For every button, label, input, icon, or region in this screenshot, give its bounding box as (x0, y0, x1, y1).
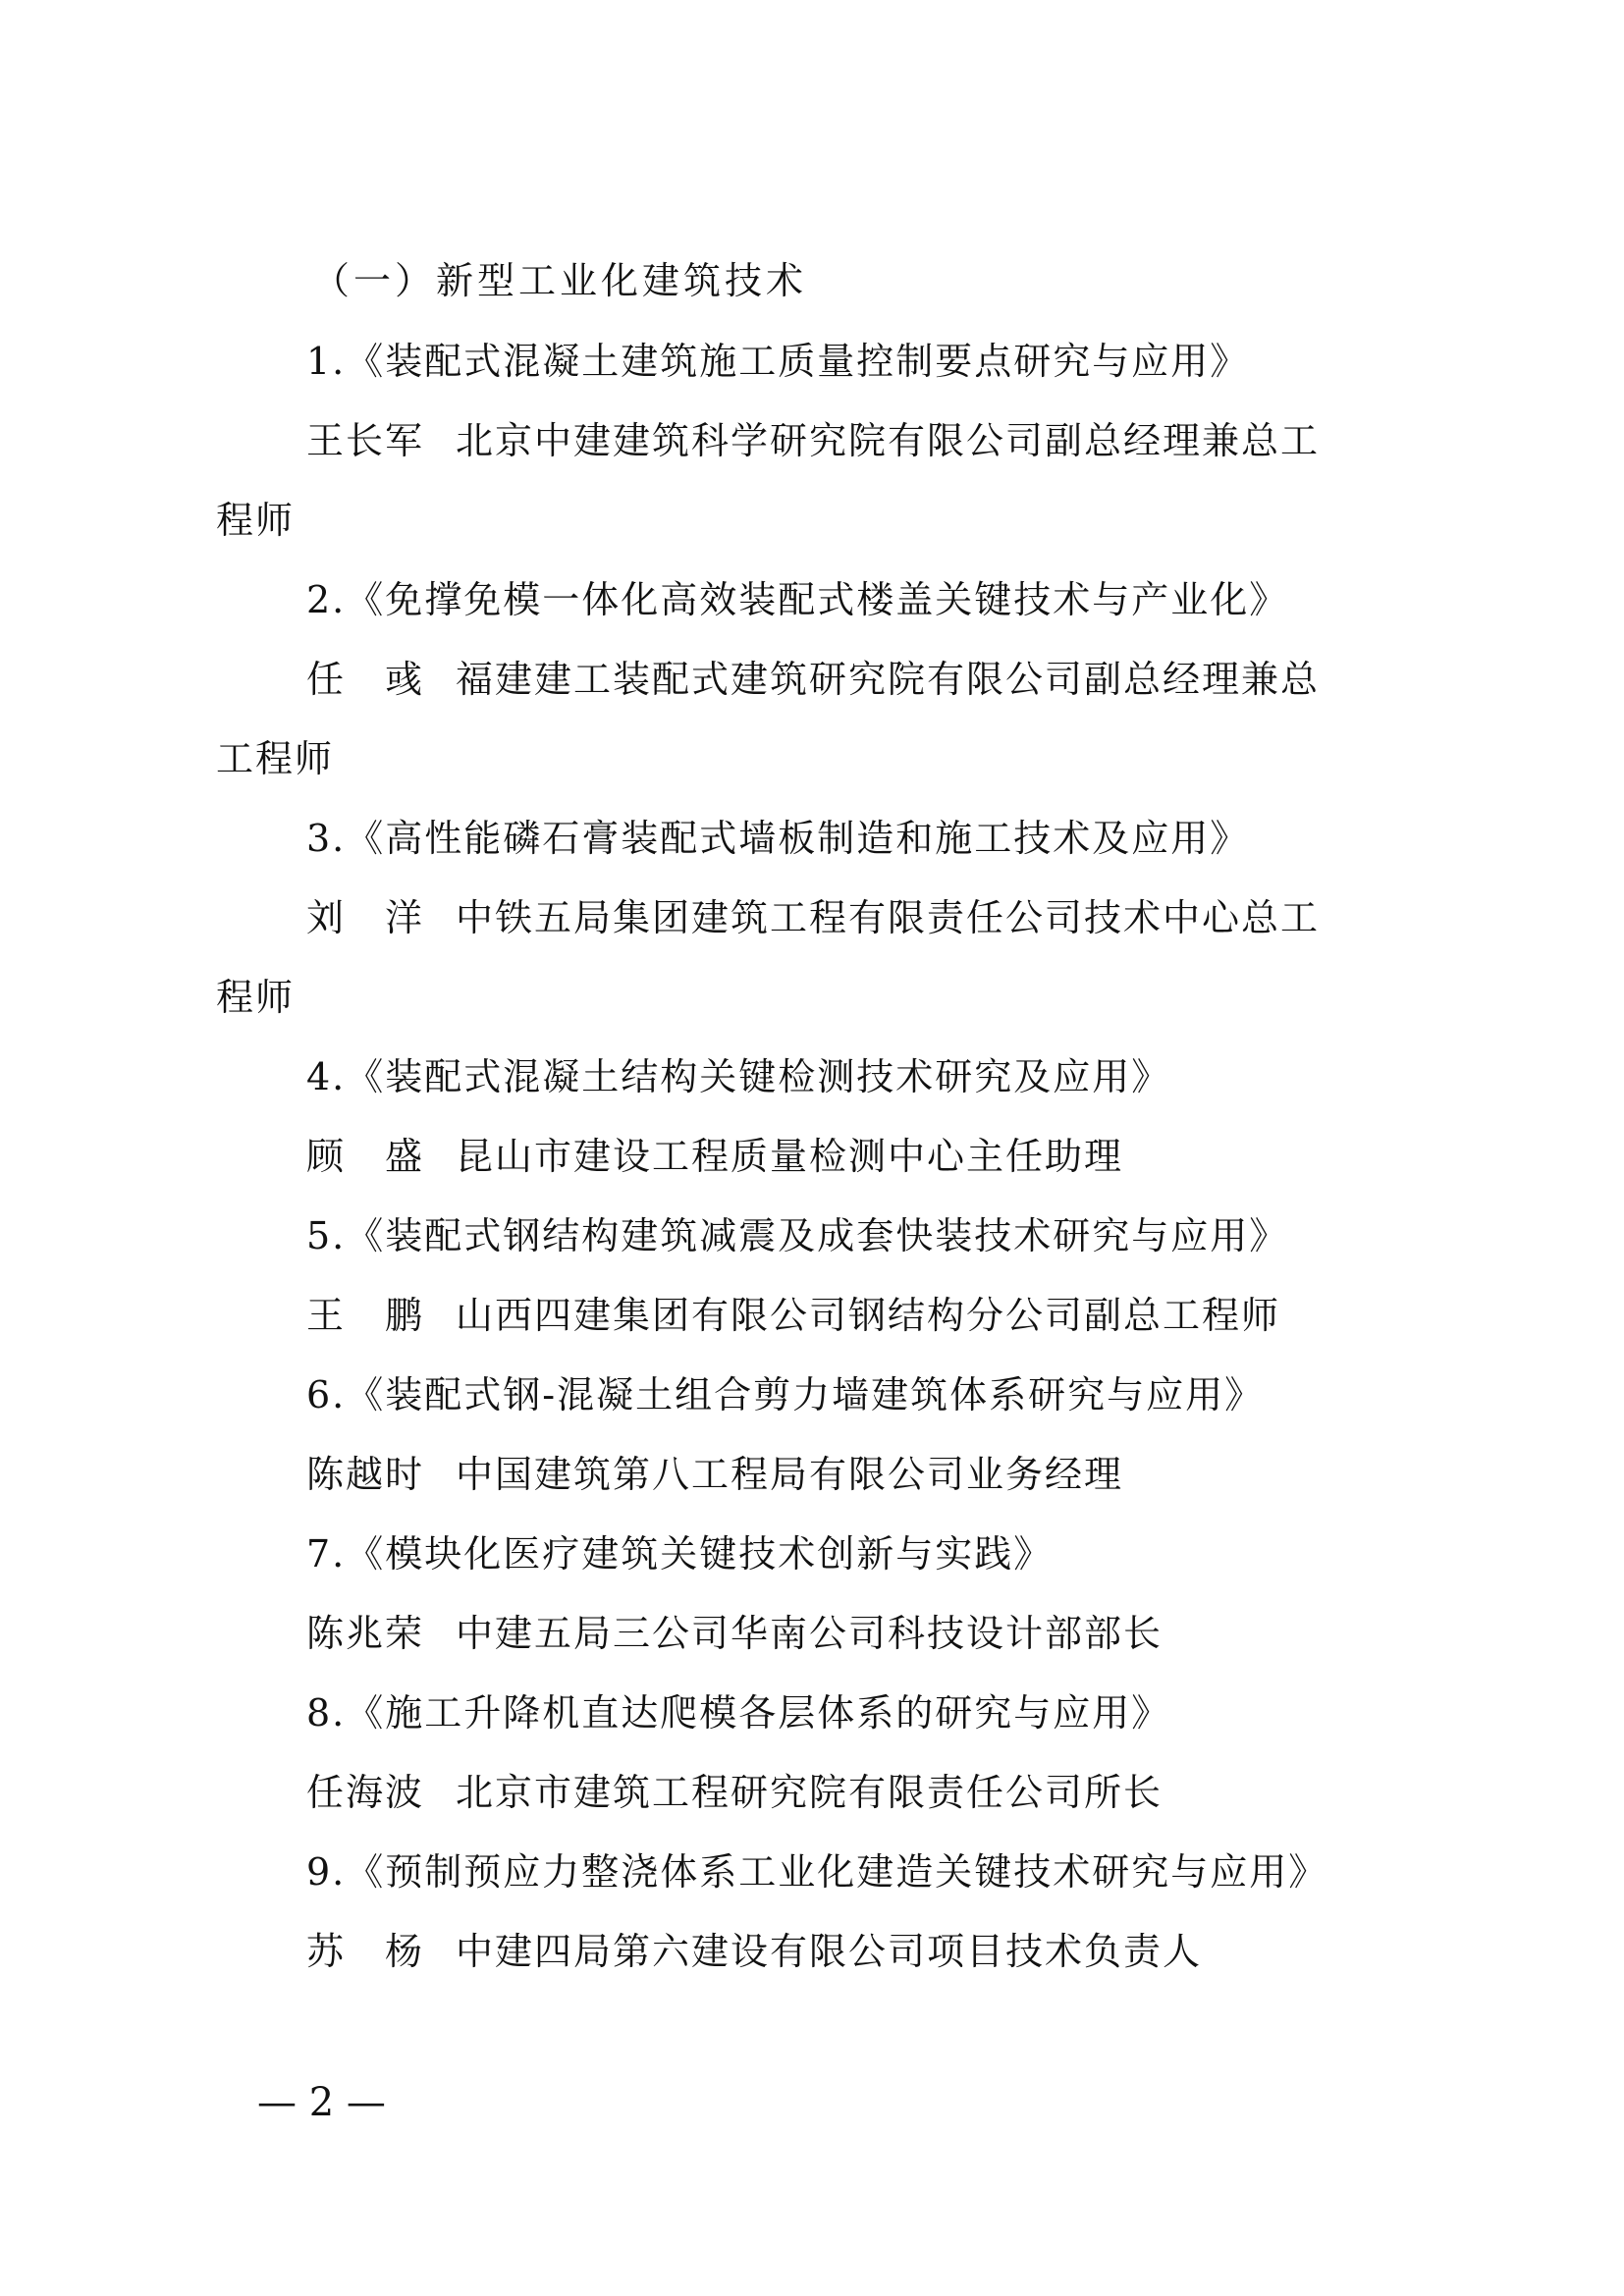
person-affiliation: 山西四建集团有限公司钢结构分公司副总工程师 (456, 1294, 1281, 1337)
item-title: 7.《模块化医疗建筑关键技术创新与实践》 (306, 1532, 1054, 1575)
item-title: 6.《装配式钢-混凝土组合剪力墙建筑体系研究与应用》 (306, 1373, 1265, 1416)
person-line (306, 1610, 1163, 1657)
person-line (306, 656, 1320, 703)
person-line (306, 1133, 1123, 1180)
person-affiliation: 中建五局三公司华南公司科技设计部部长 (456, 1612, 1164, 1655)
item-title: 5.《装配式钢结构建筑减震及成套快装技术研究与应用》 (306, 1214, 1289, 1257)
person-line (306, 1451, 1123, 1498)
person-affiliation: 福建建工装配式建筑研究院有限公司副总经理兼总 (456, 658, 1321, 701)
item-title: 4.《装配式混凝土结构关键检测技术研究及应用》 (306, 1055, 1171, 1098)
person-affiliation: 北京市建筑工程研究院有限责任公司所长 (456, 1771, 1164, 1814)
person-name: 王 鹏 (306, 1294, 425, 1337)
person-name: 苏 杨 (306, 1930, 425, 1973)
person-name: 顾 盛 (306, 1135, 425, 1178)
item-title: 3.《高性能磷石膏装配式墙板制造和施工技术及应用》 (306, 817, 1250, 860)
person-line (306, 894, 1320, 941)
person-line (306, 417, 1320, 464)
item-title: 8.《施工升降机直达爬模各层体系的研究与应用》 (306, 1691, 1171, 1735)
person-affiliation-continued: 程师 (216, 499, 296, 542)
person-line (306, 1769, 1163, 1816)
person-affiliation: 昆山市建设工程质量检测中心主任助理 (456, 1135, 1124, 1178)
page-number: — 2 — (257, 2080, 386, 2125)
item-title: 9.《预制预应力整浇体系工业化建造关键技术研究与应用》 (306, 1850, 1328, 1894)
person-line (306, 1928, 1202, 1975)
person-line (306, 1292, 1280, 1339)
person-name: 刘 洋 (306, 896, 425, 939)
person-name: 陈兆荣 (306, 1612, 425, 1655)
person-affiliation: 中国建筑第八工程局有限公司业务经理 (456, 1453, 1124, 1496)
person-affiliation-continued: 工程师 (216, 737, 335, 780)
person-affiliation: 北京中建建筑科学研究院有限公司副总经理兼总工 (456, 419, 1321, 462)
person-name: 任海波 (306, 1771, 425, 1814)
person-affiliation: 中建四局第六建设有限公司项目技术负责人 (456, 1930, 1203, 1973)
item-title: 1.《装配式混凝土建筑施工质量控制要点研究与应用》 (306, 340, 1250, 383)
person-name: 陈越时 (306, 1453, 425, 1496)
person-affiliation-continued: 程师 (216, 976, 296, 1019)
person-name: 任 彧 (306, 658, 425, 701)
section-heading: （一）新型工业化建筑技术 (312, 259, 808, 302)
person-affiliation: 中铁五局集团建筑工程有限责任公司技术中心总工 (456, 896, 1321, 939)
person-name: 王长军 (306, 419, 425, 462)
item-title: 2.《免撑免模一体化高效装配式楼盖关键技术与产业化》 (306, 578, 1289, 621)
